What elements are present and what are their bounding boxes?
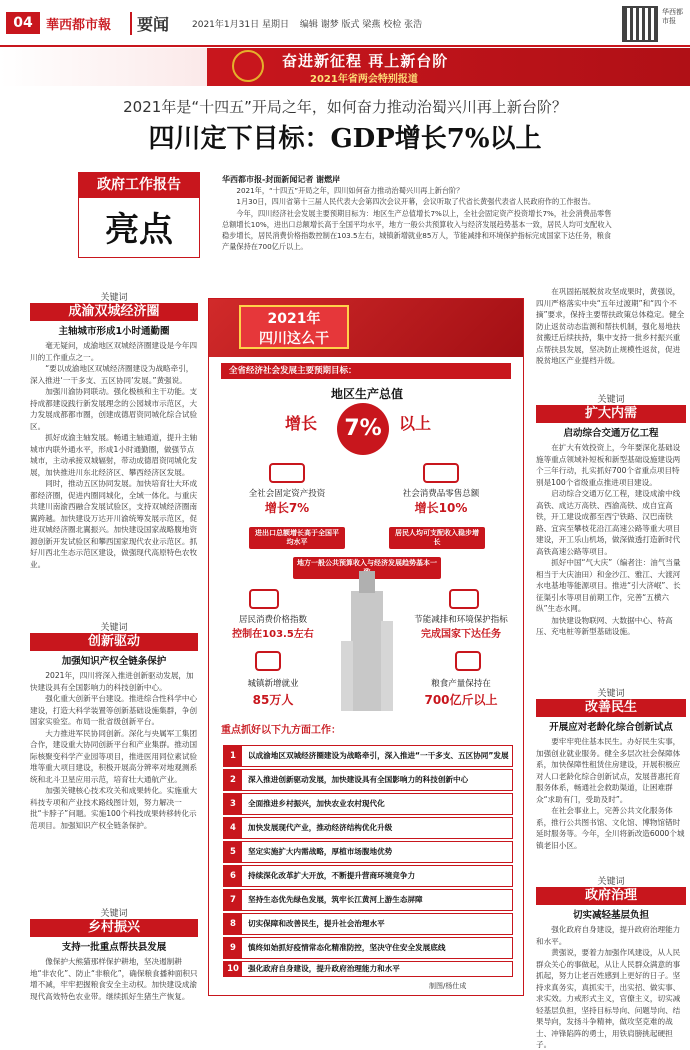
grain-icon: [455, 651, 481, 671]
qr-caption: 华西都市报: [662, 8, 683, 25]
trade-pill: 进出口总额增长高于全国平均水平: [249, 527, 345, 549]
keyword-subtitle: 开展应对老龄化综合创新试点: [549, 722, 673, 733]
factory-icon: [269, 463, 305, 483]
report-tag-title: 政府工作报告: [78, 172, 200, 198]
measure-item: [223, 865, 513, 887]
paragraph: “要以成渝地区双城经济圈建设为战略牵引，深入推进‘一干多支、五区协同’发展。”黄强说。: [30, 364, 194, 385]
national-emblem-icon: [232, 50, 264, 82]
paragraph: 加强关键核心技术攻关和成果转化。实施重大科技专项和产业技术路线图计划，努力解决一批“卡脖子”问题。实施100个科技成果转移转化示范项目。加强知识产权全链条保护。: [30, 786, 198, 830]
stat-label: 居民消费价格指数: [238, 615, 307, 625]
paragraph: 黄强说，要着力加强作风建设，从人民群众关心的事做起，从让人民群众满意的事抓起，努力让老百姓感到上更好的日子。坚持求真务实，真抓实干，出实招、做实事、求实效。力戒形式主义，官僚主义，切实减轻基层负担，坚持目标导向、问题导向、结果导向，发扬斗争精神，做攻坚克难的战士、冲锋陷阵的勇士，用铁肩膀挑起硬担子。: [536, 948, 681, 1049]
paragraph: 在巩固拓展脱贫攻坚成果时，黄强说，四川严格落实中央“五年过渡期”和“四个不摘”要求，保持主要帮扶政策总体稳定。健全防止返贫动态监测和帮扶机制，强化易地扶贫搬迁后续扶持，集中支持一批乡村振兴重点帮扶县发展，坚决防止规模性返贫，促进脱贫地区产业提档升级。: [536, 287, 685, 365]
left-column-2: [30, 620, 198, 831]
measure-text: 持续深化改革扩大开放，不断提升营商环境竞争力: [248, 871, 416, 880]
building-icon: [341, 561, 393, 711]
infographic-title: [239, 305, 349, 349]
report-tag-highlight: 亮点: [105, 210, 173, 250]
measure-number: 4: [224, 818, 242, 838]
measure-number: 2: [224, 770, 242, 790]
date: 2021年1月31日 星期日: [192, 20, 289, 30]
gdp-prefix: 增长: [285, 414, 318, 433]
qr-code-icon[interactable]: [622, 6, 658, 42]
paragraph: 强化政府自身建设，提升政府治理能力和水平。: [536, 925, 681, 946]
measures-heading: 重点抓好以下九方面工作：: [221, 725, 341, 736]
goals-heading: 全省经济社会发展主要预期目标：: [221, 363, 511, 379]
keyword-subtitle: 支持一批重点帮扶县发展: [61, 942, 167, 953]
intro-paragraph: 1月30日，四川省第十三届人民代表大会第四次会议开幕，会议听取了代省长黄强代表省人民政府作的工作报告。: [236, 197, 596, 207]
stat-value: 增长10%: [414, 501, 468, 515]
measure-item: [223, 913, 513, 935]
stat-label: 全社会固定资产投资: [248, 489, 326, 499]
measure-number: 6: [224, 866, 242, 886]
right-column-4: [536, 874, 686, 1050]
leaf-icon: [449, 589, 479, 609]
stat-value: 控制在103.5左右: [232, 629, 314, 640]
keyword-label: 关键词: [597, 877, 625, 887]
article-body: [30, 340, 198, 570]
keyword-label: 关键词: [100, 293, 128, 303]
stat-value: 完成国家下达任务: [421, 629, 501, 640]
article-body: [30, 670, 198, 831]
measure-item: [223, 961, 513, 977]
keyword-subtitle: 切实减轻基层负担: [572, 910, 649, 921]
article-body: [536, 736, 686, 851]
stat-label: 节能减排和环境保护指标: [414, 615, 508, 625]
section-title: 要闻: [130, 12, 169, 35]
measure-item: [223, 889, 513, 911]
paragraph: 强化重大创新平台建设。推进综合性科学中心建设，打造大科学装置等创新基础设施集群，争创国家实验室。布局一批省级创新平台。: [30, 694, 198, 726]
measure-text: 加快发展现代产业，推动经济结构优化升级: [248, 823, 393, 832]
measure-text: 坚持生态优先绿色发展，筑牢长江黄河上游生态屏障: [248, 895, 423, 904]
measure-item: [223, 745, 513, 767]
article-body: [536, 924, 686, 1050]
left-column: [30, 290, 198, 570]
measure-number: 1: [224, 746, 242, 766]
article-body: [536, 286, 686, 367]
right-column-2: [536, 392, 686, 638]
measure-number: 3: [224, 794, 242, 814]
measure-item: [223, 769, 513, 791]
measure-text: 切实保障和改善民生，提升社会治理水平: [248, 919, 385, 928]
article-body: [30, 956, 198, 1002]
paragraph: 在社会事业上，完善公共文化服务体系，推行公共图书馆、文化馆、博物馆错时延时服务等。今年，全川将新改造6000个城镇老旧小区。: [536, 806, 685, 850]
measure-text: 深入推进创新驱动发展，加快建设具有全国影响力的科技创新中心: [248, 775, 469, 784]
keyword-subtitle: 加强知识产权全链条保护: [61, 656, 167, 667]
measure-text: 坚定实施扩大内需战略，厚植市场腹地优势: [248, 847, 393, 856]
keyword-tag: 成渝双城经济圈: [30, 303, 198, 321]
stat-label: 城镇新增就业: [247, 679, 299, 689]
paragraph: 毫无疑问，成渝地区双城经济圈建设是今年四川的工作重点之一。: [30, 341, 198, 362]
measure-item: [223, 841, 513, 863]
intro-paragraph: 2021年，“十四五”开局之年，四川如何奋力推动治蜀兴川再上新台阶？: [236, 186, 464, 196]
paragraph: 像保护大熊猫那样保护耕地，坚决遏制耕地“非农化”、防止“非粮化”，确保粮食播种面积只增不减，牢牢把握粮食安全主动权。加快建设成渝现代高效特色农业带。继续抓好生猪生产恢复。: [30, 957, 198, 1001]
byline: 华西都市报-封面新闻记者 谢燃岸: [222, 175, 341, 184]
stat-value: 增长7%: [264, 501, 310, 515]
keyword-subtitle: 主轴城市形成1小时通勤圈: [58, 326, 170, 337]
dateline: [192, 17, 422, 30]
paper-logo: 華西都市報: [46, 18, 112, 33]
keyword-label: 关键词: [597, 689, 625, 699]
page-number: 04: [6, 12, 40, 34]
keyword-tag: 乡村振兴: [30, 919, 198, 937]
infographic: [208, 298, 524, 996]
infographic-title-text: 四川这么干: [259, 331, 329, 347]
measure-number: 7: [224, 890, 242, 910]
intro-paragraph: 今年，四川经济社会发展主要预期目标为：地区生产总值增长7%以上，全社会固定资产投资增长7%，社会消费品零售总额增长10%，进出口总额增长高于全国平均水平，地方一般公共预算收入与经济发展趋势基本一致，居民人均可支配收入稳步增长，居民消费价格指数控制在103.5左右，城镇新增就业85万人，节能减排和环境保护指标完成国家下达任务，粮食产量保持在700亿斤以上。: [222, 208, 612, 252]
keyword-tag: 改善民生: [536, 699, 686, 717]
editors: 编辑 谢梦 版式 梁燕 校检 张浩: [299, 20, 423, 30]
measure-text: 慎终如始抓好疫情常态化精准防控，坚决守住安全发展底线: [248, 943, 446, 952]
budget-pill: 地方一般公共预算收入与经济发展趋势基本一: [293, 557, 441, 579]
paragraph: 在扩大有效投资上，今年要深化基础设施等重点领域补短板和新型基础设施建设两个三年行动，扎实抓好700个省重点项目特别是100个省级重点推进项目建设。: [536, 443, 681, 487]
gdp-suffix: 以上: [399, 414, 432, 433]
measure-item: [223, 793, 513, 815]
paragraph: 加强川渝协同联动。强化极核和主干功能。支持成都建设践行新发展理念的公园城市示范区，大力发展成都都市圈，创建成德眉资同城化综合试验区。: [30, 387, 198, 431]
keyword-tag: 扩大内需: [536, 405, 686, 423]
people-icon: [255, 651, 281, 671]
right-column-3: [536, 686, 686, 851]
paragraph: 大力推进军民协同创新。深化与央属军工集团合作，建设重大协同创新平台和产业集群。推动国际核聚变科学产业园等项目，推进医用同位素试验堆等重大项目建设，积极开展高分辨率对地观测系统和北斗卫星应用示范，培育壮大通航产业。: [30, 728, 198, 784]
paragraph: 要牢牢兜住基本民生。办好民生实事，加强创业就业服务。健全多层次社会保障体系，加快保障性租赁住房建设，开展积极应对人口老龄化综合创新试点，发展普惠托育服务体系，畅通社会救助渠道，让困难群众“求助有门，受助及时”。: [536, 737, 681, 804]
keyword-label: 关键词: [100, 909, 128, 919]
income-pill: 居民人均可支配收入稳步增长: [389, 527, 485, 549]
paragraph: 加快建设物联网、大数据中心、特高压、充电桩等新型基础设施。: [536, 615, 673, 636]
headline: 四川定下目标：GDP增长7%以上: [148, 124, 542, 154]
paragraph: 启动综合交通万亿工程，建设成渝中线高铁、成达万高铁、西渝高铁、成自宜高铁，开工建设成都至西宁铁路、汉巴南铁路、宜宾至攀枝花沿江高速公路等重大项目建设，开工乐山机场，做深做透打造新时代高铁高速公路等项目。: [536, 489, 681, 556]
stat-label: 社会消费品零售总额: [402, 489, 480, 499]
measure-number: 5: [224, 842, 242, 862]
keyword-subtitle: 启动综合交通万亿工程: [563, 428, 659, 439]
measure-number: 8: [224, 914, 242, 934]
measure-item: [223, 817, 513, 839]
measure-number: 9: [224, 938, 242, 958]
keyword-label: 关键词: [100, 623, 128, 633]
keyword-label: 关键词: [597, 395, 625, 405]
paragraph: 抓好成渝主轴发展。畅通主轴通道，提升主轴城市内联外通水平，形成1小时通勤圈，做强节点城市，主动承接双城辐射，带动成德眉资同城化发展，加快推进川东北经济区、攀西经济区发展。: [30, 433, 198, 477]
stat-label: 粮食产量保持在: [431, 679, 491, 689]
article-body: [536, 442, 686, 638]
keyword-tag: 创新驱动: [30, 633, 198, 651]
measure-number: 10: [224, 962, 242, 976]
measure-text: 全面推进乡村振兴，加快农业农村现代化: [248, 799, 385, 808]
infographic-title-year: 2021年: [267, 311, 321, 327]
paragraph: 同时，推动五区协同发展。加快培育壮大环成都经济圈，促进内圈同城化，全域一体化。与重庆共建川南渝西融合发展试验区，支持双城经济圈南翼跨越。加快建设万达开川渝统筹发展示范区，促进双城经济圈北翼振兴。加快建设国家战略腹地资源创新开发试验区和攀西国家现代农业示范区。抓好川西北生态示范区建设，做强现代高原特色农牧业。: [30, 479, 198, 569]
measure-text: 以成渝地区双城经济圈建设为战略牵引，深入推进“一干多支、五区协同”发展: [248, 751, 509, 760]
banner-subtitle: 2021年省两会特别报道: [310, 74, 418, 85]
banner-title: 奋进新征程 再上新台阶: [282, 52, 449, 70]
right-column: [536, 286, 686, 367]
stat-value: 85万人: [252, 693, 294, 707]
price-tag-icon: [249, 589, 279, 609]
keyword-tag: 政府治理: [536, 887, 686, 905]
header-divider: [0, 45, 690, 47]
measure-text: 强化政府自身建设，提升政府治理能力和水平: [248, 964, 400, 973]
stat-value: 700亿斤以上: [424, 693, 498, 707]
measure-item: [223, 937, 513, 959]
graphic-credit: 制图/杨仕成: [429, 982, 467, 990]
shopping-cart-icon: [423, 463, 459, 483]
gdp-label: 地区生产总值: [330, 387, 403, 401]
kicker: 2021年是“十四五”开局之年，如何奋力推动治蜀兴川再上新台阶？: [123, 98, 567, 116]
paragraph: 抓好中国“气大庆”（编者注：油气当量相当于大庆油田）和金沙江、雅江、大渡河水电基地等能源项目。推进“引大济岷”、长征渠引水等项目前期工作，完善“五横六纵”生态水网。: [536, 558, 681, 613]
paragraph: 2021年，四川将深入推进创新驱动发展，加快建设具有全国影响力的科技创新中心。: [30, 671, 194, 692]
gdp-value: 7%: [337, 403, 389, 455]
left-column-3: [30, 906, 198, 1002]
intro-text: [222, 174, 612, 252]
